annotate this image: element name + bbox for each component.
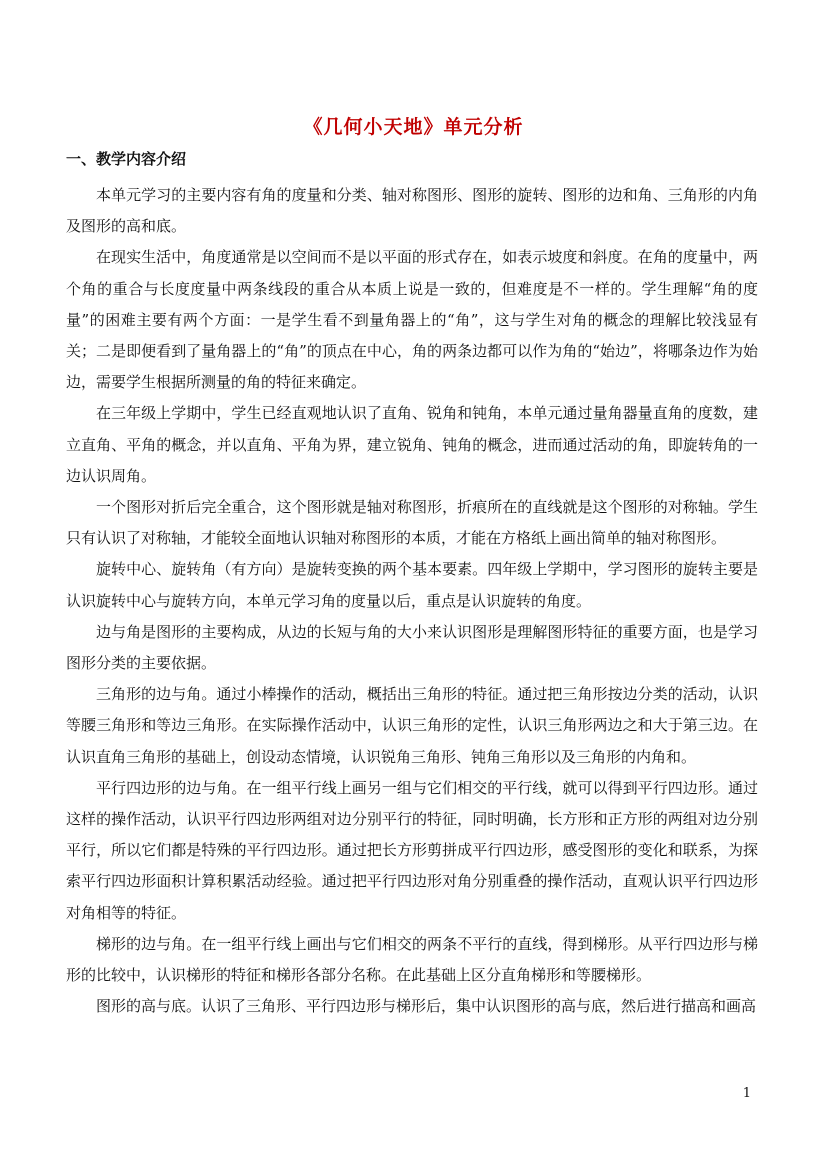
document-title: 《几何小天地》单元分析	[303, 116, 524, 138]
paragraph: 一个图形对折后完全重合，这个图形就是轴对称图形，折痕所在的直线就是这个图形的对称轴。学生只有认识了对称轴，才能较全面地认识轴对称图形的本质，才能在方格纸上画出简单的轴对称图形。	[66, 498, 758, 548]
paragraph: 本单元学习的主要内容有角的度量和分类、轴对称图形、图形的旋转、图形的边和角、三角形的内角及图形的高和底。	[66, 186, 758, 236]
document-body	[66, 180, 758, 1022]
paragraph: 边与角是图形的主要构成，从边的长短与角的大小来认识图形是理解图形特征的重要方面，也是学习图形分类的主要依据。	[66, 622, 758, 673]
paragraph: 在现实生活中，角度通常是以空间而不是以平面的形式存在，如表示坡度和斜度。在角的度量中，两个角的重合与长度度量中两条线段的重合从本质上说是一致的，但难度是不一样的。学生理解“角的度量”的困难主要有两个方面：一是学生看不到量角器上的“角”，这与学生对角的概念的理解比较浅显有关；二是即便看到了量角器上的“角”的顶点在中心，角的两条边都可以作为角的“始边”，将哪条边作为始边，需要学生根据所测量的角的特征来确定。	[66, 248, 758, 392]
paragraph: 梯形的边与角。在一组平行线上画出与它们相交的两条不平行的直线，得到梯形。从平行四边形与梯形的比较中，认识梯形的特征和梯形各部分名称。在此基础上区分直角梯形和等腰梯形。	[66, 934, 758, 985]
paragraph: 在三年级上学期中，学生已经直观地认识了直角、锐角和钝角，本单元通过量角器量直角的度数，建立直角、平角的概念，并以直角、平角为界，建立锐角、钝角的概念，进而通过活动的角，即旋转角的一边认识周角。	[66, 404, 758, 485]
paragraph: 平行四边形的边与角。在一组平行线上画另一组与它们相交的平行线，就可以得到平行四边形。通过这样的操作活动，认识平行四边形两组对边分别平行的特征，同时明确，长方形和正方形的两组对边分别平行，所以它们都是特殊的平行四边形。通过把长方形剪拼成平行四边形，感受图形的变化和联系，为探索平行四边形面积计算积累活动经验。通过把平行四边形对角分别重叠的操作活动，直观认识平行四边形对角相等的特征。	[66, 778, 758, 922]
section-heading: 一、教学内容介绍	[66, 150, 187, 168]
page-number: 1	[742, 1086, 751, 1101]
paragraph: 三角形的边与角。通过小棒操作的活动，概括出三角形的特征。通过把三角形按边分类的活动，认识等腰三角形和等边三角形。在实际操作活动中，认识三角形的定性，认识三角形两边之和大于第三边。在认识直角三角形的基础上，创设动态情境，认识锐角三角形、钝角三角形以及三角形的内角和。	[66, 685, 758, 766]
paragraph: 旋转中心、旋转角（有方向）是旋转变换的两个基本要素。四年级上学期中，学习图形的旋转主要是认识旋转中心与旋转方向，本单元学习角的度量以后，重点是认识旋转的角度。	[66, 560, 758, 610]
paragraph: 图形的高与底。认识了三角形、平行四边形与梯形后，集中认识图形的高与底，然后进行描高和画高	[96, 997, 757, 1016]
